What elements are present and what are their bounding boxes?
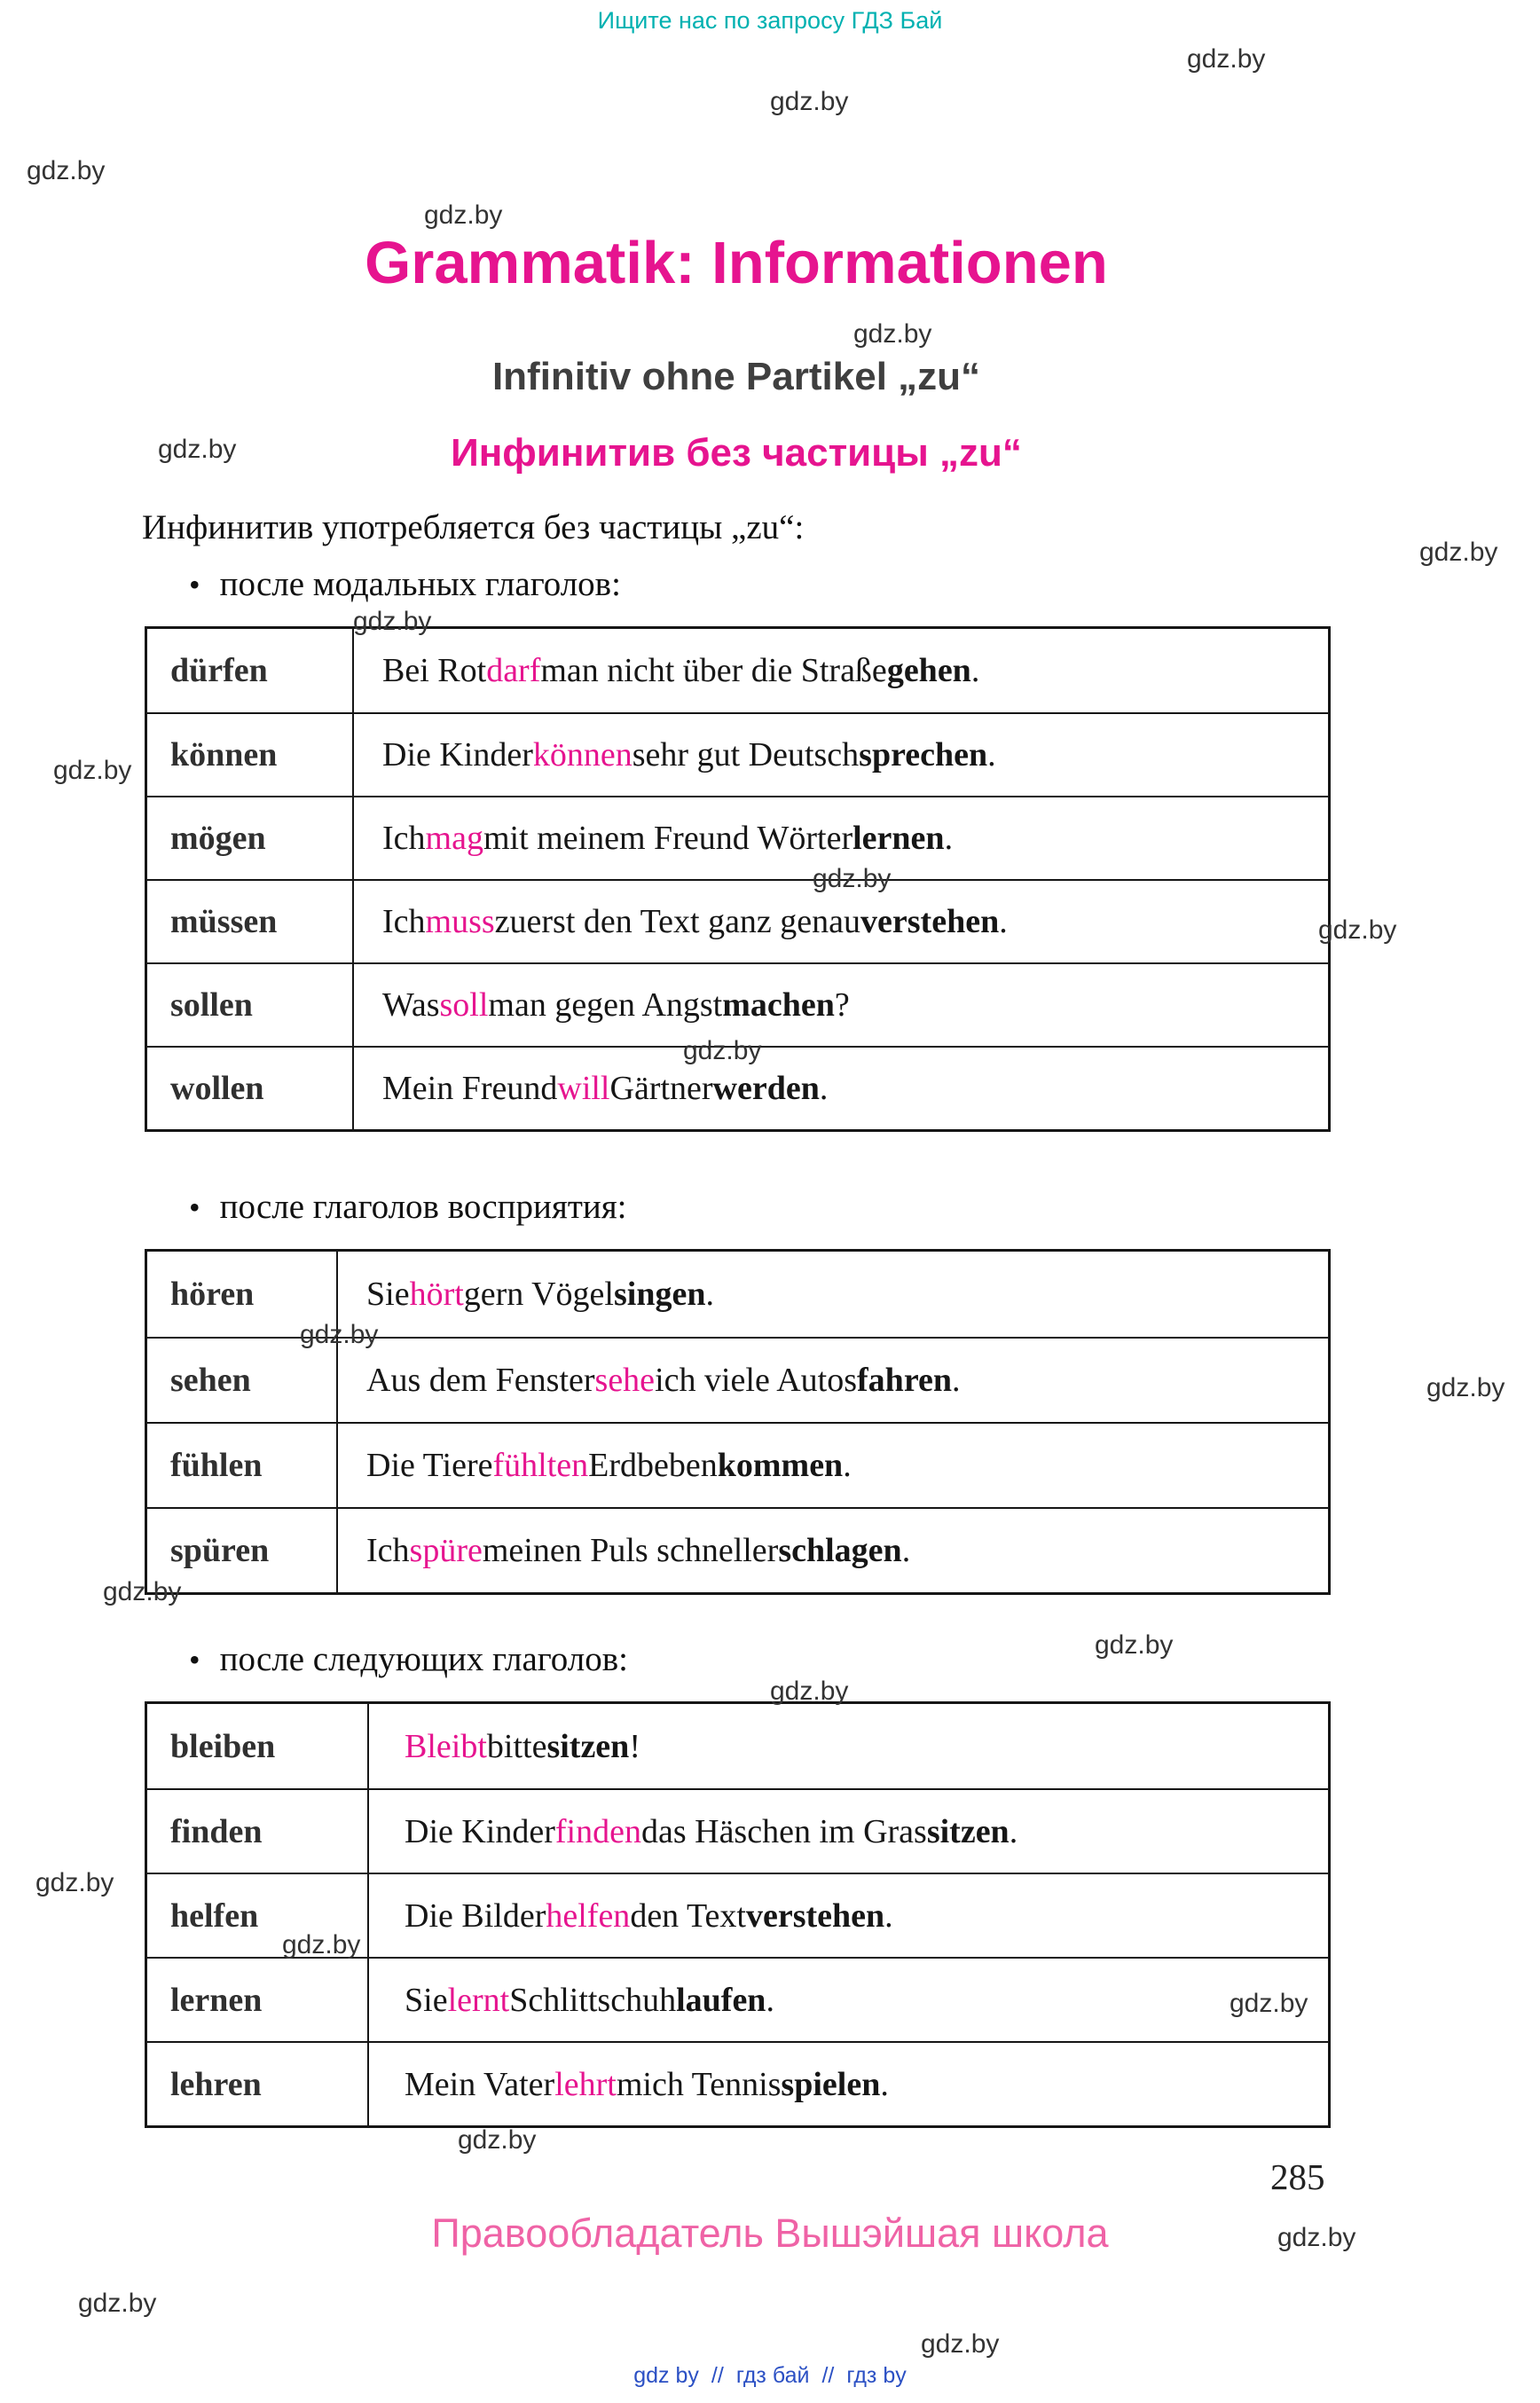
highlighted-verb: darf <box>486 652 541 689</box>
highlighted-verb: hört <box>409 1276 464 1313</box>
sentence-text: . <box>1009 1812 1018 1850</box>
verb-cell: lehren <box>147 2043 369 2125</box>
bullet-text: после глаголов восприятия: <box>219 1188 627 1226</box>
sentence-text: sehr gut Deutsch <box>632 736 860 774</box>
bold-infinitive: verstehen <box>745 1896 885 1935</box>
example-cell <box>338 1339 1328 1422</box>
gdz-watermark: gdz.by <box>1095 1630 1174 1660</box>
gdz-watermark: gdz.by <box>282 1930 361 1959</box>
bold-infinitive: verstehen <box>860 903 1000 940</box>
bullet-icon: • <box>189 1190 200 1225</box>
highlighted-verb: muss <box>425 903 495 940</box>
bold-infinitive: werden <box>712 1070 820 1107</box>
sentence-text: Mein Freund <box>382 1070 558 1107</box>
bold-infinitive: fahren <box>857 1362 952 1399</box>
sentence-text: Bei Rot <box>382 652 487 689</box>
sentence-text: . <box>880 2065 889 2103</box>
verb-cell: sehen <box>147 1339 338 1422</box>
sentence-text: . <box>999 903 1008 940</box>
footer-link[interactable]: гдз by <box>846 2363 907 2388</box>
verb-cell: lernen <box>147 1959 369 2041</box>
footer-separator: // <box>711 2363 724 2388</box>
example-cell <box>369 1874 1328 1957</box>
sentence-text: Sie <box>366 1276 410 1313</box>
verb-cell: hören <box>147 1252 338 1337</box>
table-row <box>147 1422 1328 1507</box>
gdz-watermark: gdz.by <box>921 2329 1000 2359</box>
sentence-text: Aus dem Fenster <box>366 1362 595 1399</box>
sentence-text: man gegen Angst <box>488 986 723 1024</box>
table-row <box>147 629 1328 712</box>
sentence-text: Die Tiere <box>366 1447 493 1484</box>
table-row <box>147 2041 1328 2125</box>
page-title: Grammatik: Informationen <box>365 230 1108 296</box>
bullet-text: после модальных глаголов: <box>219 565 621 603</box>
gdz-watermark: gdz.by <box>158 435 237 464</box>
highlighted-verb: helfen <box>546 1896 631 1935</box>
sentence-text: . <box>843 1447 852 1484</box>
sentence-text: . <box>705 1276 714 1313</box>
bold-infinitive: sitzen <box>546 1727 630 1765</box>
subtitle-german: Infinitiv ohne Partikel „zu“ <box>491 355 981 398</box>
sentence-text: . <box>970 652 980 689</box>
footer-separator: // <box>821 2363 835 2388</box>
sentence-text: gern Vögel <box>463 1276 614 1313</box>
sentence-text: Was <box>382 986 440 1024</box>
bullet-perception-verbs <box>189 1187 627 1227</box>
sentence-text: mit meinem Freund Wörter <box>483 820 853 857</box>
gdz-watermark: gdz.by <box>853 319 932 349</box>
highlighted-verb: können <box>532 736 632 774</box>
verb-cell: sollen <box>147 964 354 1046</box>
sentence-text: Erdbeben <box>588 1447 718 1484</box>
verb-cell: müssen <box>147 881 354 962</box>
table-row <box>147 1704 1328 1788</box>
sentence-text: Gärtner <box>609 1070 713 1107</box>
verb-cell: bleiben <box>147 1704 369 1788</box>
sentence-text: . <box>819 1070 829 1107</box>
example-cell <box>369 1704 1328 1788</box>
sentence-text: Die Kinder <box>405 1812 555 1850</box>
sentence-text: ! <box>629 1727 640 1765</box>
table-row <box>147 962 1328 1046</box>
example-cell <box>369 1959 1328 2041</box>
gdz-watermark: gdz.by <box>770 1677 849 1706</box>
verb-cell: dürfen <box>147 629 354 712</box>
bold-infinitive: schlagen <box>778 1532 902 1569</box>
verb-cell: helfen <box>147 1874 369 1957</box>
sentence-text: mich Tennis <box>616 2065 782 2103</box>
subtitle-russian: Инфинитив без частицы „zu“ <box>451 431 1022 475</box>
table-row <box>147 1507 1328 1592</box>
bullet-icon: • <box>189 1642 200 1677</box>
example-cell <box>338 1509 1328 1592</box>
highlighted-verb: finden <box>554 1812 641 1850</box>
gdz-watermark: gdz.by <box>353 607 432 636</box>
sentence-text: Ich <box>382 903 426 940</box>
bold-infinitive: singen <box>613 1276 706 1313</box>
gdz-watermark: gdz.by <box>1187 44 1266 74</box>
gdz-watermark: gdz.by <box>770 87 849 116</box>
example-cell <box>338 1252 1328 1337</box>
verb-cell: mögen <box>147 797 354 879</box>
sentence-text: das Häschen im Gras <box>640 1812 927 1850</box>
verb-cell: können <box>147 714 354 796</box>
gdz-watermark: gdz.by <box>78 2289 157 2318</box>
sentence-text: Die Bilder <box>405 1896 546 1935</box>
page-number: 285 <box>1270 2156 1325 2197</box>
sentence-text: . <box>901 1532 911 1569</box>
sentence-text: Sie <box>405 1981 448 2019</box>
verb-cell: spüren <box>147 1509 338 1592</box>
bold-infinitive: lernen <box>852 820 945 857</box>
gdz-watermark: gdz.by <box>1230 1989 1308 2018</box>
sentence-text: Schlittschuh <box>509 1981 677 2019</box>
table-row <box>147 712 1328 796</box>
highlighted-verb: lehrt <box>554 2065 617 2103</box>
example-cell <box>354 629 1328 712</box>
example-cell <box>354 1048 1328 1129</box>
verb-cell: wollen <box>147 1048 354 1129</box>
bold-infinitive: spielen <box>781 2065 881 2103</box>
bold-infinitive: gehen <box>886 652 971 689</box>
publisher-line: Правообладатель Вышэйшая школа <box>431 2211 1109 2256</box>
gdz-watermark: gdz.by <box>300 1320 379 1349</box>
sentence-text: . <box>952 1362 961 1399</box>
table-row <box>147 1957 1328 2041</box>
perception-verbs-table <box>145 1249 1331 1595</box>
bold-infinitive: machen <box>722 986 835 1024</box>
table-row <box>147 796 1328 879</box>
gdz-watermark: gdz.by <box>1419 538 1498 567</box>
sentence-text: Ich <box>366 1532 410 1569</box>
bullet-modal-verbs <box>189 564 621 604</box>
bullet-text: после следующих глаголов: <box>219 1640 628 1678</box>
gdz-watermark: gdz.by <box>1318 915 1397 945</box>
example-cell <box>369 2043 1328 2125</box>
table-row <box>147 879 1328 962</box>
gdz-watermark: gdz.by <box>35 1868 114 1897</box>
example-cell <box>338 1424 1328 1507</box>
gdz-watermark: gdz.by <box>458 2125 537 2155</box>
sentence-text: zuerst den Text ganz genau <box>494 903 861 940</box>
footer-link[interactable]: гдз бай <box>735 2363 810 2388</box>
gdz-watermark: gdz.by <box>53 756 132 785</box>
top-promo-banner: Ищите нас по запросу ГДЗ Бай <box>597 7 943 34</box>
sentence-text: bitte <box>486 1727 547 1765</box>
gdz-watermark: gdz.by <box>27 156 106 185</box>
bold-infinitive: kommen <box>717 1447 844 1484</box>
highlighted-verb: Bleibt <box>405 1727 487 1765</box>
gdz-watermark: gdz.by <box>683 1036 762 1065</box>
sentence-text: Ich <box>382 820 426 857</box>
intro-text: Инфинитив употребляется без частицы „zu“: <box>142 508 805 546</box>
footer-link[interactable]: gdz by <box>633 2363 699 2388</box>
table-row <box>147 1788 1328 1873</box>
highlighted-verb: sehe <box>594 1362 656 1399</box>
verb-cell: fühlen <box>147 1424 338 1507</box>
gdz-watermark: gdz.by <box>424 200 503 230</box>
sentence-text: ? <box>834 986 850 1024</box>
sentence-text: . <box>766 1981 774 2019</box>
sentence-text: man nicht über die Straße <box>540 652 887 689</box>
sentence-text: ich viele Autos <box>655 1362 858 1399</box>
gdz-watermark: gdz.by <box>103 1577 182 1606</box>
example-cell <box>369 1790 1328 1873</box>
bullet-icon: • <box>189 567 200 602</box>
gdz-watermark: gdz.by <box>813 864 892 893</box>
sentence-text: den Text <box>630 1896 746 1935</box>
sentence-text: Die Kinder <box>382 736 533 774</box>
bold-infinitive: laufen <box>676 1981 766 2019</box>
highlighted-verb: lernt <box>447 1981 510 2019</box>
gdz-watermark: gdz.by <box>1277 2223 1356 2252</box>
sentence-text: meinen Puls schneller <box>482 1532 779 1569</box>
sentence-text: . <box>884 1896 893 1935</box>
example-cell <box>354 964 1328 1046</box>
bullet-other-verbs <box>189 1639 628 1679</box>
highlighted-verb: fühlten <box>492 1447 589 1484</box>
highlighted-verb: spüre <box>409 1532 483 1569</box>
bold-infinitive: sprechen <box>859 736 988 774</box>
footer-links <box>0 2363 1540 2389</box>
example-cell <box>354 714 1328 796</box>
highlighted-verb: soll <box>439 986 489 1024</box>
sentence-text: . <box>944 820 954 857</box>
verb-cell: finden <box>147 1790 369 1873</box>
other-verbs-table <box>145 1701 1331 2128</box>
sentence-text: . <box>987 736 996 774</box>
sentence-text: Mein Vater <box>405 2065 555 2103</box>
highlighted-verb: will <box>557 1070 610 1107</box>
bold-infinitive: sitzen <box>926 1812 1010 1850</box>
highlighted-verb: mag <box>425 820 483 857</box>
gdz-watermark: gdz.by <box>1426 1373 1505 1402</box>
